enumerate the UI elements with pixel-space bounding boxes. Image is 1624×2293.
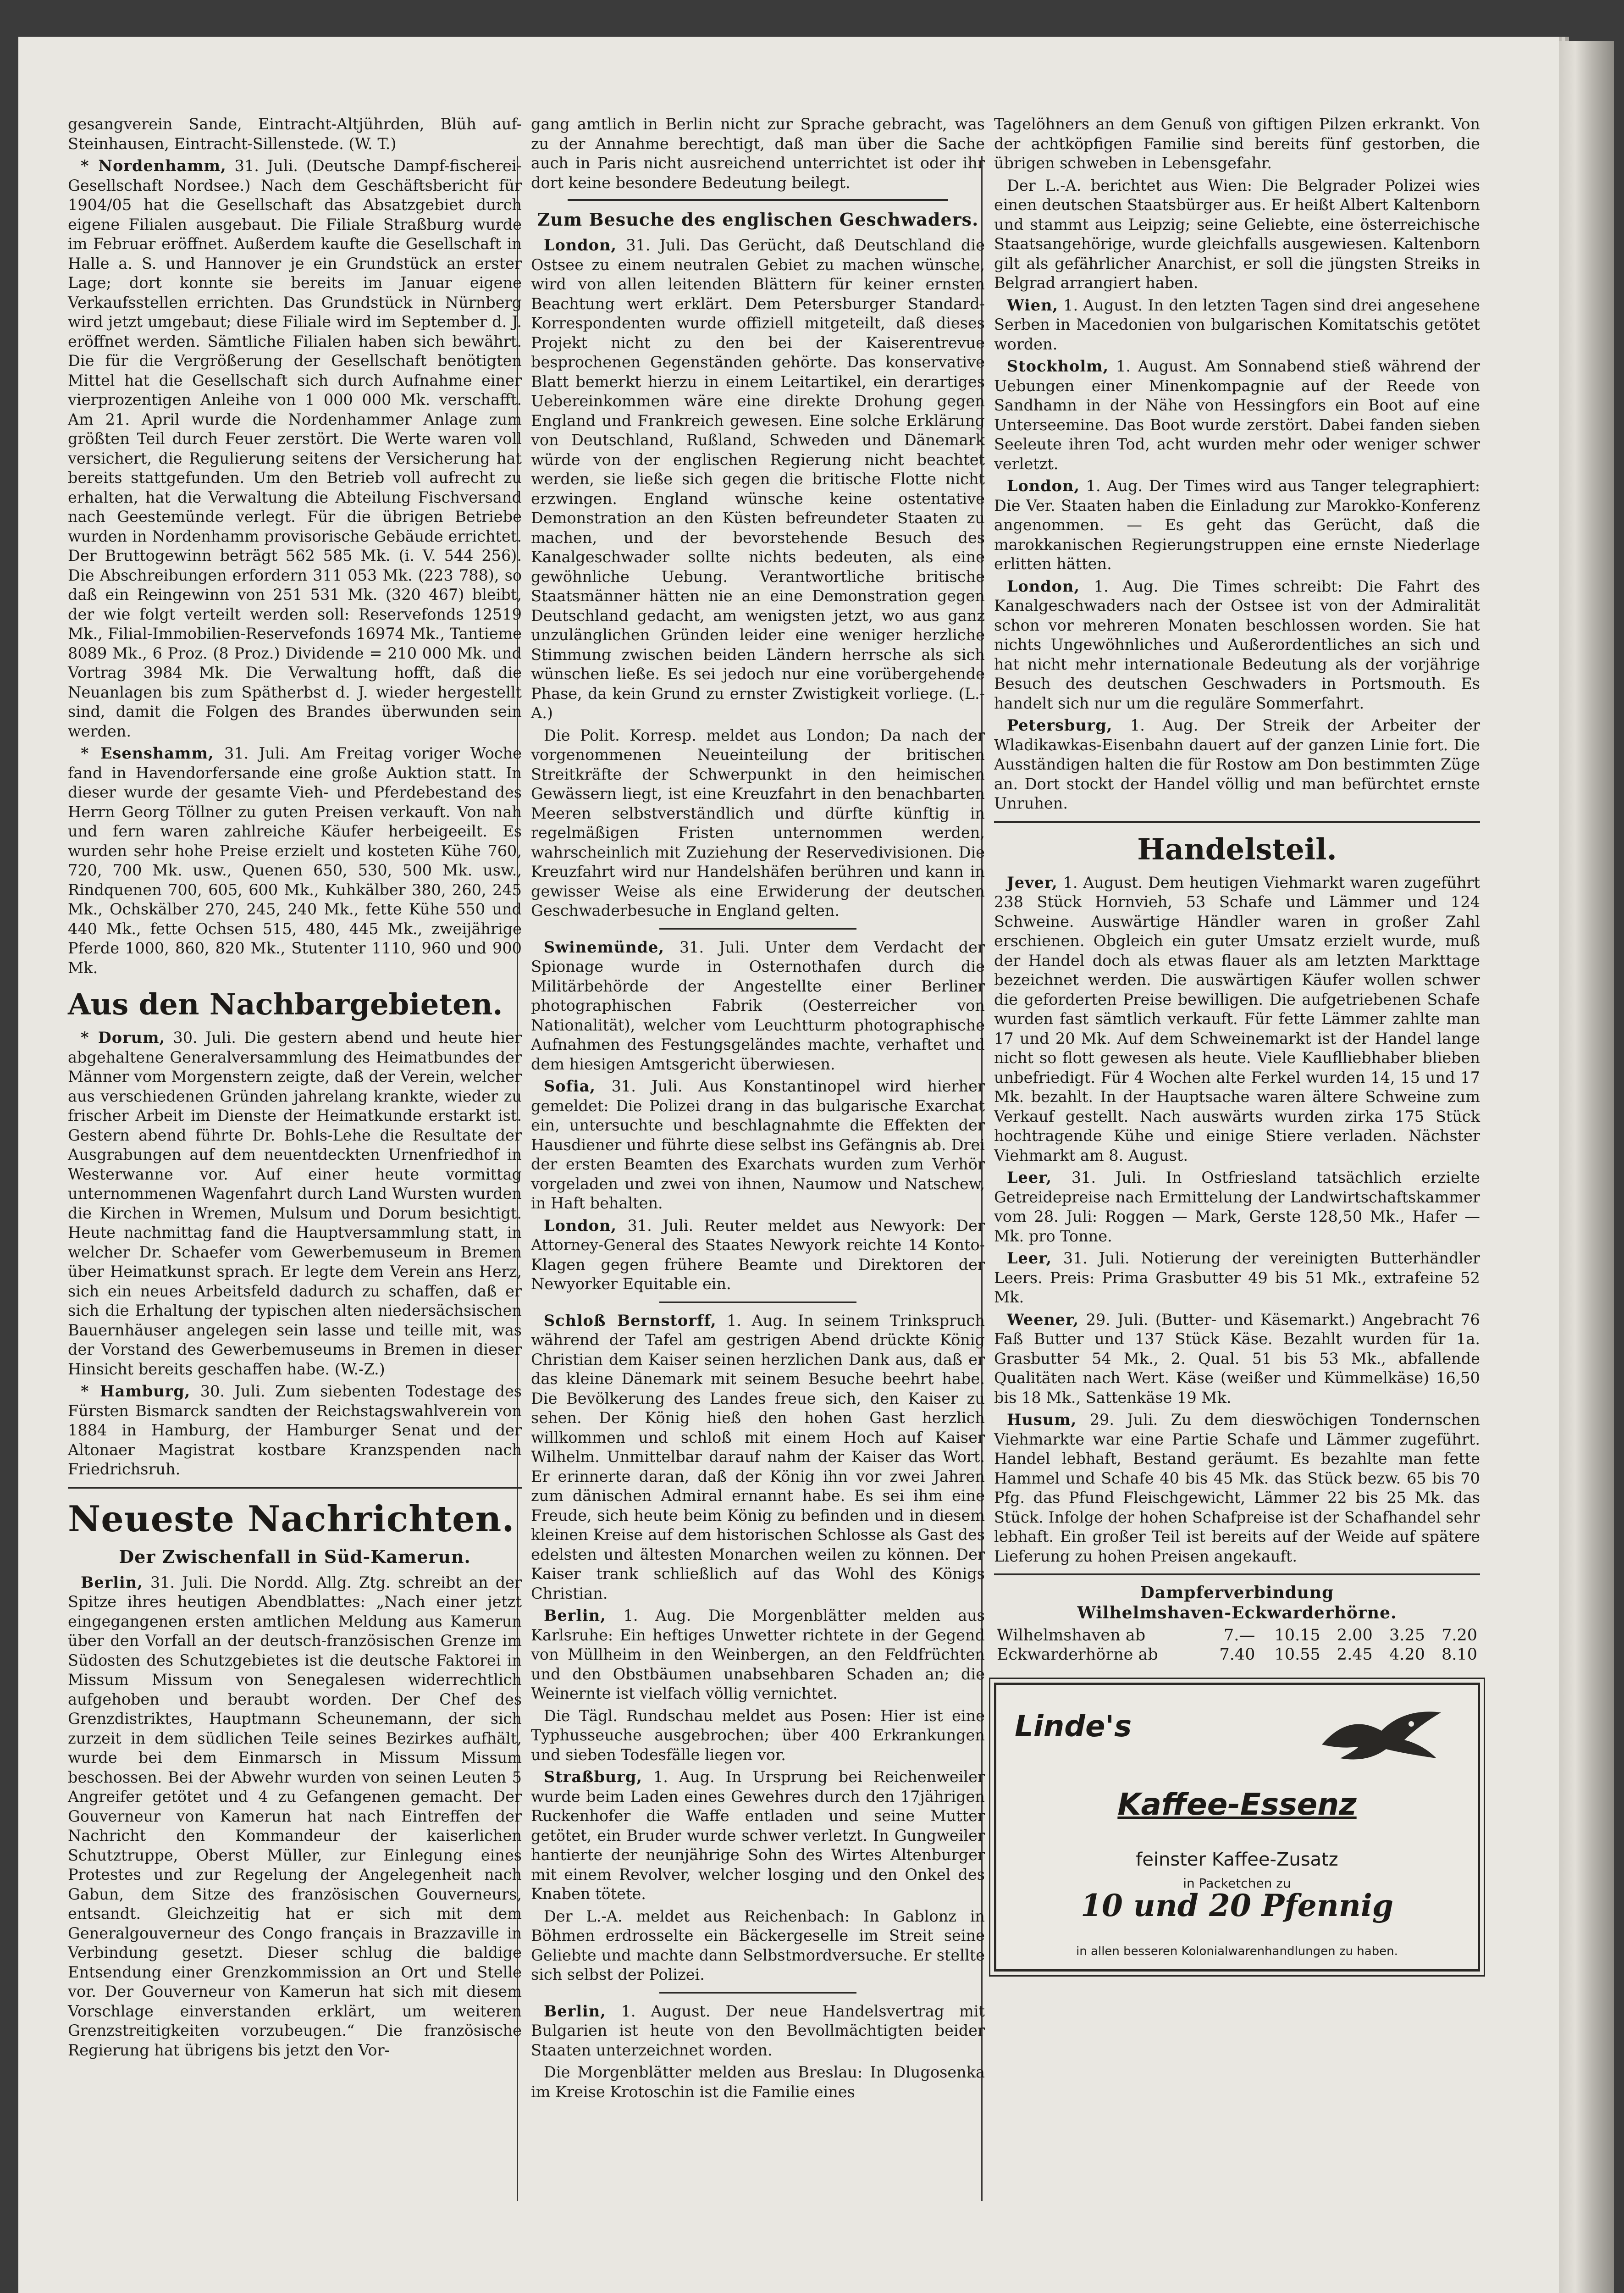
article-stockholm: [994, 357, 1480, 474]
article-strassburg: [531, 1767, 985, 1904]
table-cell: Eckwarderhörne ab: [997, 1645, 1158, 1664]
steamer-timetable: [994, 1583, 1480, 1664]
article-dorum: [68, 1028, 522, 1379]
table-cell: 2.00: [1337, 1626, 1373, 1645]
table-cell: Wilhelmshaven ab: [997, 1626, 1146, 1645]
table-cell: 8.10: [1442, 1645, 1477, 1664]
article-jever: [994, 873, 1480, 1166]
ad-product: Kaffee-Essenz: [1117, 1787, 1357, 1822]
divider: [994, 821, 1480, 823]
divider: [659, 928, 856, 930]
article-text: 1. Aug. Die Morgenblätter melden aus Karlsruhe: Ein heftiges Unwetter richtete in der Gegend von Müllheim in den Weinbergen, an den Feldfrüchten und den Obstbäumen unabsehbaren Schaden an; die Weinernte ist vielfach völlig vernichtet.: [531, 1606, 985, 1702]
ad-subtitle: feinster Kaffee-Zusatz: [1136, 1849, 1338, 1870]
article-text: 31. Juli. Das Gerücht, daß Deutschland die Ostsee zu einem neutralen Gebiet zu machen wünsche, wird von allen leitenden Blättern für keiner ernsten Beachtung wert erklärt. Dem Petersburger Standard-Korrespondenten wurde offiziell mitgeteilt, daß dieses Projekt nicht zu den bei der Kaiserentrevue besprochenen Gegenständen gehörte. Das konservative Blatt bemerkt hierzu in einem Leitartikel, ein derartiges Uebereinkommen wäre eine direkte Drohung gegen England und Frankreich gewesen. Eine solche Erklärung von Deutschland, Rußland, Schweden und Dänemark würde von der englischen Regierung nicht beachtet werden, sie ließe sich gegen die britische Flotte nicht erzwingen. England wünsche keine ostentative Demonstration an den Küsten befreundeter Staaten zu machen, und der bevorstehende Besuch des Kanalgeschwader sollte nichts bedeuten, als eine gewöhnliche Uebung. Verantwortliche britische Staatsmänner hätten nie an eine Demonstration gegen Deutschland gedacht, am wenigsten jetzt, wo aus ganz unzulänglichen Gründen leider eine weniger herzliche Stimmung zwischen beiden Ländern herrsche als sich wünschen ließe. Es sei jedoch nur eine vorübergehende Phase, da kein Grund zu ernster Zwistigkeit vorliege. (L.-A.): [531, 236, 985, 722]
dateline: Petersburg,: [1007, 716, 1113, 734]
timetable-route: Wilhelmshaven-Eckwarderhörne.: [1077, 1603, 1397, 1623]
article-text: 31. Juli. Die Nordd. Allg. Ztg. schreibt an der Spitze ihres heutigen Abendblattes: „Nach einer jetzt eingegangenen ersten amtlichen Meldung aus Kamerun über den Vorfall an der deutsch-französischen Grenze im Südosten des Schutzgebietes ist die deutsche Faktorei in Missum Missum von Senegalesen widerrechtlich aufgehoben und beraubt worden. Der Chef des Grenzdistriktes, Hauptmann Scheunemann, der sich zurzeit in dem südlichen Teile seines Bezirkes aufhält, wurde bei dem Einmarsch in Missum Missum beschossen. Bei der Abwehr wurden von seinen Leuten 5 Angreifer getötet und 4 zu Gefangenen gemacht. Der Gouverneur von Kamerun hat nach Eintreffen der Nachricht den Kommandeur der kaiserlichen Schutztruppe, Oberst Müller, zur Einlegung eines Protestes und zur Regelung der Angelegenheit nach Gabun, dem Sitze des französischen Gouverneurs, entsandt. Gleichzeitig hat er sich mit dem Generalgouverneur des Congo français in Brazzaville in Verbindung gesetzt. Dieser schlug die baldige Entsendung einer Grenzkommission an Ort und Stelle vor. Der Gouverneur von Kamerun hat sich mit diesem Vorschlage einverstanden erklärt, um weiteren Grenzstreitigkeiten vorzubeugen.“ Die französische Regierung hat übrigens bis jetzt den Vor-: [68, 1573, 522, 2059]
article-text: 1. August. In den letzten Tagen sind drei angesehene Serben in Macedonien von bulgarischen Komitatschis getötet worden.: [994, 296, 1480, 353]
article-london-1: [531, 236, 985, 723]
article-berlin-3: [531, 2002, 985, 2060]
dateline: Berlin,: [544, 2002, 606, 2020]
article-text: 31. Juli. Notierung der vereinigten Butterhändler Leers. Preis: Prima Grasbutter 49 bis 51 Mk., extrafeine 52 Mk.: [994, 1249, 1480, 1306]
table-cell: 7.40: [1219, 1645, 1255, 1664]
divider: [659, 1992, 856, 1994]
article-esenshamm: [68, 744, 522, 978]
table-row: [994, 1626, 1480, 1645]
dateline: Stockholm,: [1007, 357, 1109, 375]
article-text: 1. Aug. In seinem Trinkspruch während der Tafel am gestrigen Abend drückte König Christian dem Kaiser seinen herzlichen Dank aus, daß er das kleine Dänemark mit seinem Besuche beehrt habe. Die Bevölkerung des Landes freue sich, den Kaiser zu sehen. Der König hieß den hohen Gast herzlich willkommen und schloß mit einem Hoch auf Kaiser Wilhelm. Unmittelbar darauf nahm der Kaiser das Wort. Er erinnerte daran, daß der König ihn vor zwei Jahren zum dänischen Admiral ernannt habe. Es sei ihm eine Freude, sich heute beim König zu befinden und in diesem kleinen Kreise auf dem historischen Schlosse als Gast des edelsten und ältesten Monarchen weilen zu können. Der Kaiser trank schließlich auf das Wohl des Königs Christian.: [531, 1311, 985, 1602]
ad-price: 10 und 20 Pfennig: [1081, 1888, 1393, 1923]
dateline: London,: [544, 1216, 617, 1235]
article-text: 30. Juli. Die gestern abend und heute hier abgehaltene Generalversammlung des Heimatbundes der Männer vom Morgenstern zeigte, daß der Verein, welcher aus verschiedenen Gründen jahrelang krankte, wieder zu frischer Arbeit im Dienste der Heimatkunde erstarkt ist. Gestern abend führte Dr. Bohls-Lehe die Resultate der Ausgrabungen auf dem neuentdeckten Urnenfriedhof in Westerwanne vor. Auf einer heute vormittag unternommenen Wagenfahrt durch Land Wursten wurden die Kirchen in Wremen, Mulsum und Dorum besichtigt. Heute nachmittag fand die Hauptversammlung statt, in welcher Dr. Schaefer vom Gewerbemuseum in Bremen über Heimatkunst sprach. Er legte dem Verein ans Herz, sich ein neues Arbeitsfeld dadurch zu schaffen, daß er sich die Erhaltung der typischen alten niedersächsischen Bauernhäuser angelegen sein lasse und teille mit, was der Vorstand des Gewerbemuseums in Bremen in dieser Hinsicht bereits geschaffen habe. (W.-Z.): [68, 1029, 522, 1378]
dateline: * Nordenhamm,: [81, 157, 226, 175]
advertisement-lindes-kaffee: [994, 1683, 1480, 1972]
dateline: Berlin,: [544, 1606, 606, 1624]
article-text: 29. Juli. Zu dem dieswöchigen Tondernschen Viehmarkte war eine Partie Schafe und Lämmer zugeführt. Handel lebhaft, Bestand geräumt. Es bezahlte man fette Hammel und Schafe 40 bis 45 Mk. das Stück bezw. 65 bis 70 Pfg. das Pfund Fleischgewicht, Lämmer 22 bis 25 Mk. das Stück. Infolge der hohen Schafpreise ist der Schafhandel sehr lebhaft. Ein großer Teil ist bereits auf der Weide auf spätere Lieferung zu hohen Preisen angekauft.: [994, 1411, 1480, 1565]
article-text: 29. Juli. (Butter- und Käsemarkt.) Angebracht 76 Faß Butter und 137 Stück Käse. Bezahlt wurden für 1a. Grasbutter 54 Mk., 2. Qual. 51 bis 53 Mk., abfallende Qualitäten nach Wert. Käse (weißer und Kümmelkäse) 16,50 bis 18 Mk., Sattenkäse 19 Mk.: [994, 1310, 1480, 1407]
article-weener: [994, 1310, 1480, 1408]
article-berlin-kamerun: [68, 1573, 522, 2060]
bird-icon: [1313, 1703, 1450, 1772]
section-heading-neueste-nachrichten: Neueste Nachrichten.: [68, 1498, 515, 1540]
article-schloss-bernstorff: [531, 1311, 985, 1604]
table-cell: 2.45: [1337, 1645, 1373, 1664]
dateline: Weener,: [1007, 1310, 1079, 1329]
dateline: London,: [544, 236, 617, 254]
dateline: * Esenshamm,: [81, 744, 214, 762]
dateline: Leer,: [1007, 1169, 1052, 1186]
table-cell: 10.15: [1274, 1626, 1320, 1645]
article-text: 31. Juli. Reuter meldet aus Newyork: Der Attorney-General des Staates Newyork reichte 14 Konto-Klagen gegen frühere Beamte und Direktoren der Newyorker Equitable ein.: [531, 1216, 985, 1293]
dateline: London,: [1007, 577, 1080, 595]
column-3: [994, 115, 1480, 1972]
article-text: 31. Juli. Unter dem Verdacht der Spionage wurde in Osternothafen durch die Militärbehörde der Angestellte einer Berliner photographischen Fabrik (Oesterreicher von Nationalität), welcher vom Leuchtturm photographische Aufnahmen des Festungsgeländes machte, verhaftet und dem hiesigen Amtsgericht überwiesen.: [531, 938, 985, 1073]
divider: [568, 199, 948, 201]
column-1: [68, 115, 522, 2063]
ad-package-note: in Packetchen zu: [1183, 1876, 1291, 1891]
dateline: London,: [1007, 477, 1080, 495]
article-text: 1. Aug. Der Streik der Arbeiter der Wladikawkas-Eisenbahn dauert auf der ganzen Linie fort. Die Ausständigen halten die für Rostow am Don bestimmten Züge an. Dort stockt der Handel völlig und man befürchtet ernste Unruhen.: [994, 716, 1480, 812]
article-text: 1. August. Der neue Handelsvertrag mit Bulgarien ist heute von den Bevollmächtigten beider Staaten unterzeichnet worden.: [531, 2002, 985, 2059]
dateline: * Dorum,: [81, 1029, 166, 1047]
column-2: [531, 115, 985, 2105]
table-cell: 3.25: [1389, 1626, 1425, 1645]
article-text: 31. Juli. (Deutsche Dampf-fischerei-Gesellschaft Nordsee.) Nach dem Geschäftsbericht für 1904/05 hat die Gesellschaft das Absatzgebiet durch eigene Filialen ausgebaut. Die Filiale Straßburg wurde im Februar eröffnet. Außerdem kaufte die Gesellschaft in Halle a. S. und Hannover je ein Grundstück an erster Lage; dort konnte sie bereits im Januar eigene Verkaufsstellen errichten. Das Grundstück in Nürnberg wird jetzt umgebaut; diese Filiale wird im September d. J. eröffnet werden. Sämtliche Filialen haben sich bewährt. Die für die Vergrößerung der Gesellschaft benötigten Mittel hat die Gesellschaft sich durch Aufnahme einer vierprozentigen Anleihe von 1 000 000 Mk. verschafft. Am 21. April wurde die Nordenhammer Anlage zum größten Teil durch Feuer zerstört. Die Werte waren voll versichert, die Regulierung seitens der Versicherung hat bereits stattgefunden. Um den Betrieb voll aufrecht zu erhalten, hat die Verwaltung die Abteilung Fischversand nach Geestemünde verlegt. Für die übrigen Betriebe wurden in Nordenhamm provisorische Gebäude errichtet. Der Bruttogewinn beträgt 562 585 Mk. (i. V. 544 256). Die Abschreibungen erfordern 311 053 Mk. (223 788), so daß ein Reingewinn von 251 531 Mk. (320 467) bleibt, der wie folgt verteilt werden soll: Reservefonds 12519 Mk., Filial-Immobilien-Reservefonds 16974 Mk., Tantieme 8089 Mk., 6 Proz. (8 Proz.) Dividende = 210 000 Mk. und Vortrag 3984 Mk. Die Verwaltung hofft, daß die Neuanlagen bis zum Spätherbst d. J. wieder hergestellt sind, damit die Folgen des Brandes überwunden sein werden.: [68, 157, 522, 740]
table-cell: 4.20: [1389, 1645, 1425, 1664]
article-nordenhamm: [68, 156, 522, 741]
article-text: 1. August. Dem heutigen Viehmarkt waren zugeführt 238 Stück Hornvieh, 53 Schafe und Lämmer und 124 Schweine. Auswärtige Händler waren in großer Zahl erschienen. Obgleich ein guter Umsatz erzielt wurde, muß der Handel doch als etwas flauer als am letzten Markttage bezeichnet werden. Die auswärtigen Käufer wollen schwer die geforderten Preise bewilligen. Die aufgetriebenen Schafe wurden fast sämtlich verkauft. Für fette Lämmer zahlte man 17 und 20 Mk. Auf dem Schweinemarkt ist der Handel lange nicht so flott gewesen als heute. Viele Kauflliebhaber blieben unbefriedigt. Für 4 Wochen alte Ferkel wurden 14, 15 und 17 Mk. bezahlt. In der Hauptsache waren ältere Schweine zum Verkauf gestellt. Nach auswärts wurden zirka 175 Stück hochtragende Kühe und einige Stiere verladen. Nächster Viehmarkt am 8. August.: [994, 873, 1480, 1164]
article-la-wien: Der L.-A. berichtet aus Wien: Die Belgrader Polizei wies einen deutschen Staatsbürger aus. Er heißt Albert Kaltenborn und stammt aus Leipzig; seine Geliebte, eine österreichische Staatsangehörige, wurde gleichfalls ausgewiesen. Kaltenborn gilt als gefährlicher Anarchist, er soll die jüngsten Streiks in Belgrad arrangiert haben.: [994, 176, 1480, 292]
article-continuation: Tagelöhners an dem Genuß von giftigen Pilzen erkrankt. Von der achtköpfigen Familie sind bereits fünf gestorben, die übrigen schweben in Lebensgefahr.: [994, 115, 1480, 172]
article-london-3: [994, 476, 1480, 574]
article-text: 1. Aug. Die Times schreibt: Die Fahrt des Kanalgeschwaders nach der Ostsee ist von der Admiralität schon vor mehreren Monaten beschlossen worden. Sie hat nichts Ungewöhnliches und Außerordentliches an sich und hat nicht mehr internationale Bedeutung als der vorjährige Besuch des deutschen Geschwaders in Portsmouth. Es handelt sich nur um die reguläre Sommerfahrt.: [994, 577, 1480, 712]
dateline: Wien,: [1007, 296, 1059, 314]
dateline: Sofia,: [544, 1077, 596, 1095]
article-wien: [994, 296, 1480, 354]
article-breslau: Die Morgenblätter melden aus Breslau: In Dlugosenka im Kreise Krotoschin ist die Familie eines: [531, 2063, 985, 2101]
article-leer-1: [994, 1168, 1480, 1246]
article-swinemuende: [531, 938, 985, 1074]
article-text: 1. August. Am Sonnabend stieß während der Uebungen einer Minenkompagnie auf der Reede von Sandhamn in der Nähe von Hessingfors ein Boot auf eine Unterseemine. Das Boot wurde zerstört. Dabei fanden sieben Seeleute ihren Tod, acht wurden mehr oder weniger schwer verletzt.: [994, 357, 1480, 473]
dateline: Husum,: [1007, 1411, 1077, 1429]
dateline: Swinemünde,: [544, 938, 664, 956]
article-continuation: gang amtlich in Berlin nicht zur Sprache gebracht, was zu der Annahme berechtigt, daß man über die Sache auch in Paris nicht ausreichend unterrichtet ist oder ihr dort keine besondere Bedeutung beilegt.: [531, 115, 985, 192]
article-text: 1. Aug. Der Times wird aus Tanger telegraphiert: Die Ver. Staaten haben die Einladung zur Marokko-Konferenz angenommen. — Es geht das Gerücht, daß die marokkanischen Regierungstruppen eine ernste Niederlage erlitten hätten.: [994, 477, 1480, 573]
subheading-zwischenfall: Der Zwischenfall in Süd-Kamerun.: [119, 1546, 471, 1567]
divider: [994, 1573, 1480, 1575]
ad-brand: Linde's: [1015, 1710, 1132, 1744]
dateline: * Hamburg,: [81, 1382, 191, 1400]
article-london-2: [531, 1216, 985, 1294]
divider: [68, 1487, 522, 1489]
article-taegl-rundschau: Die Tägl. Rundschau meldet aus Posen: Hier ist eine Typhusseuche ausgebrochen; über 400 Erkrankungen und sieben Todesfälle liegen vor.: [531, 1706, 985, 1764]
section-heading-nachbargebiete: Aus den Nachbargebieten.: [68, 987, 503, 1022]
dateline: Berlin,: [81, 1573, 143, 1591]
timetable-title: Dampferverbindung: [1140, 1583, 1334, 1602]
article-hamburg: [68, 1382, 522, 1479]
article-reichenbach: Der L.-A. meldet aus Reichenbach: In Gablonz in Böhmen erdrosselte ein Bäckergeselle im Streit seine Geliebte und machte dann Selbstmordversuche. Er stellte sich selbst der Polizei.: [531, 1907, 985, 1983]
table-cell: 10.55: [1274, 1645, 1320, 1664]
table-cell: 7.20: [1442, 1626, 1477, 1645]
article-petersburg: [994, 716, 1480, 814]
article-london-4: [994, 577, 1480, 714]
table-row: [994, 1645, 1480, 1664]
article-berlin-2: [531, 1606, 985, 1704]
article-husum: [994, 1410, 1480, 1566]
ad-shops: in allen besseren Kolonialwarenhandlungen zu haben.: [1076, 1944, 1398, 1958]
dateline: Schloß Bernstorff,: [544, 1311, 717, 1329]
table-cell: 7.—: [1224, 1626, 1255, 1645]
article-leer-2: [994, 1249, 1480, 1307]
page-edge: [1559, 41, 1614, 2293]
article-text: 31. Juli. In Ostfriesland tatsächlich erzielte Getreidepreise nach Ermittelung der Landwirtschaftskammer vom 28. Juli: Roggen — Mark, Gerste 128,50 Mk., Hafer — Mk. pro Tonne.: [994, 1169, 1480, 1245]
dateline: Jever,: [1007, 873, 1058, 892]
newspaper-page: [18, 37, 1559, 2293]
article-text: 1. Aug. In Ursprung bei Reichenweiler wurde beim Laden eines Gewehres durch den 17jährigen Ruckenhofer die Waffe entladen und seine Mutter getötet, ein Bruder wurde schwer verletzt. In Gungweiler hantierte der neunjährige Sohn des Wirtes Altenburger mit einem Revolver, welcher losging und den Onkel des Knaben tötete.: [531, 1768, 985, 1903]
article-text: 30. Juli. Zum siebenten Todestage des Fürsten Bismarck sandten der Reichstagswahlverein von 1884 in Hamburg, der Hamburger Senat und der Altonaer Magistrat kostbare Kranzspenden nach Friedrichsruh.: [68, 1382, 522, 1478]
article-text: 31. Juli. Aus Konstantinopel wird hierher gemeldet: Die Polizei drang in das bulgarische Exarchat ein, untersuchte und beschlagnahmte die Effekten der Hausdiener und führte diese selbst ins Gefängnis ab. Drei der ersten Beamten des Exarchats wurden zum Verhör vorgeladen und zwei von ihnen, Naumow und Natschew, in Haft behalten.: [531, 1077, 985, 1212]
timetable-table: [994, 1626, 1480, 1664]
dateline: Straßburg,: [544, 1768, 642, 1786]
dateline: Leer,: [1007, 1249, 1052, 1267]
article-text: 31. Juli. Am Freitag voriger Woche fand in Havendorfersande eine große Auktion statt. In dieser wurde der gesamte Vieh- und Pferdebestand des Herrn Georg Töllner zu guten Preisen verkauft. Von nah und fern waren zahlreiche Käufer herbeigeeilt. Es wurden sehr hohe Preise erzielt und kosteten Kühe 760, 720, 700 Mk. usw., Quenen 650, 530, 500 Mk. usw., Rindquenen 700, 605, 600 Mk., Kuhkälber 380, 260, 245 Mk., Ochskälber 270, 245, 240 Mk., fette Kühe 550 und 440 Mk., fette Ochsen 515, 480, 445 Mk., zweijährige Pferde 1000, 860, 820 Mk., Stutenter 1110, 960 und 900 Mk.: [68, 744, 522, 977]
article-sofia: [531, 1077, 985, 1213]
article-intro: gesangverein Sande, Eintracht-Altjührden, Blüh auf-Steinhausen, Eintracht-Sillenstede. (W. T.): [68, 115, 522, 153]
subheading-geschwader: Zum Besuche des englischen Geschwaders.: [537, 209, 979, 230]
article-polit-korresp: Die Polit. Korresp. meldet aus London; Da nach der vorgenommenen Neueinteilung der britischen Streitkräfte der Schwerpunkt in den heimischen Gewässern liegt, ist eine Kreuzfahrt in den benachbarten Meeren selbstverständlich und dürfte künftig in regelmäßigen Fristen unternommen werden, wahrscheinlich mit Zuziehung der Reservedivisionen. Die Kreuzfahrt wird nur Handelshäfen berühren und kann in gewisser Weise als eine Erwiderung der deutschen Geschwaderbesuche in England gelten.: [531, 726, 985, 919]
section-heading-handelsteil: Handelsteil.: [1137, 832, 1337, 867]
divider: [659, 1302, 856, 1303]
